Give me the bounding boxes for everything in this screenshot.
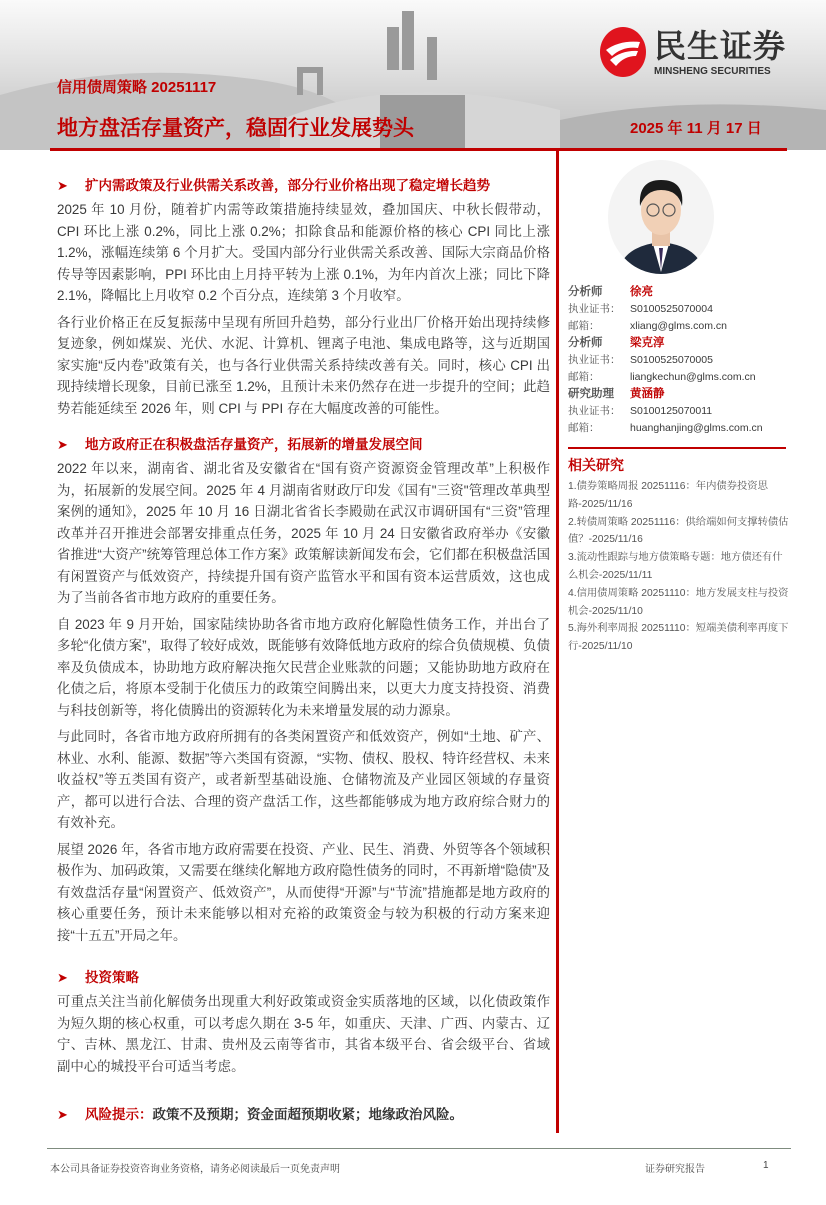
- analyst-photo: [608, 160, 714, 274]
- cert-number: S0100525070004: [630, 303, 713, 315]
- logo-cn: 民生证券: [654, 27, 787, 64]
- header-banner: [0, 0, 826, 150]
- chevron-right-icon: ➤: [57, 437, 68, 452]
- related-item[interactable]: 2.转债周策略 20251116：供给端如何支撑转债估值？-2025/11/16: [568, 516, 789, 546]
- analyst-name: 梁克淳: [630, 337, 665, 349]
- analyst-name: 徐亮: [630, 286, 653, 298]
- related-item[interactable]: 3.流动性跟踪与地方债策略专题：地方债还有什么机会-2025/11/11: [568, 552, 783, 581]
- section-strategy: [57, 968, 550, 1077]
- chevron-right-icon: ➤: [57, 1107, 68, 1122]
- related-item[interactable]: 5.海外利率周报 20251110：短端美债利率再度下行-2025/11/10: [568, 623, 789, 653]
- section-heading: 扩内需政策及行业供需关系改善，部分行业价格出现了稳定增长趋势: [85, 178, 490, 193]
- section-heading: 地方政府正在积极盘活存量资产，拓展新的增量发展空间: [85, 437, 423, 452]
- related-item[interactable]: 1.债券策略周报 20251116：年内债券投资思路-2025/11/16: [568, 481, 768, 510]
- analyst-role: 研究助理: [568, 388, 614, 400]
- analyst-role: 分析师: [568, 286, 603, 298]
- footer-report-type: 证券研究报告: [645, 1164, 705, 1175]
- page-number: 1: [763, 1160, 769, 1171]
- risk-label: 风险提示：: [85, 1107, 153, 1122]
- related-title: 相关研究: [568, 457, 624, 473]
- risk-warning: [57, 1105, 550, 1124]
- section-heading: 投资策略: [85, 970, 139, 985]
- related-divider: [568, 447, 786, 449]
- paragraph: 与此同时，各省市地方政府所拥有的各类闲置资产和低效资产，例如“土地、矿产、林业、水利、能源、数据”等六类国有资源，“实物、债权、股权、特许经营权、未来收益权”等五类国有资产，或者新型基础设施、仓储物流及产业园区领域的存量资产，都可以进行合法、合理的资产盘活工作，这些都能够成为地方政府综合财力的有效补充。: [57, 729, 550, 830]
- analyst-item: [568, 386, 790, 437]
- report-title: 地方盘活存量资产，稳固行业发展势头: [57, 117, 414, 140]
- email-link[interactable]: xliang@glms.com.cn: [630, 320, 728, 332]
- sidebar: [568, 160, 790, 656]
- analyst-name: 黄涵静: [630, 388, 665, 400]
- report-series: 信用债周策略 20251117: [57, 79, 217, 96]
- paragraph: 各行业价格正在反复振荡中呈现有所回升趋势，部分行业出厂价格开始出现持续修复迹象，例如煤炭、光伏、水泥、计算机、锂离子电池、集成电路等，这与近期国家实施“反内卷”政策有关，也与各行业供需关系持续改善有关。同时，核心 CPI 出现持续增长现象，目前已涨至 1.2%，且预计未来仍然存在进一步提升的空间；此趋势若能延续至 2026 年，则 CPI 与 PPI 存在大幅度改善的可能性。: [57, 314, 550, 416]
- paragraph: 2025 年 10 月份，随着扩内需等政策措施持续显效，叠加国庆、中秋长假带动，CPI 环比上涨 0.2%，同比上涨 0.2%；扣除食品和能源价格的核心 CPI 同比上涨 1.2%，涨幅连续第 6 个月扩大。受国内部分行业供需关系改善、国际大宗商品价格传导等因素影响，PPI 环比由上月持平转为上涨 0.1%，为年内首次上涨；同比下降 2.1%，降幅比上月收窄 0.2 个百分点，连续第 3 个月收窄。: [57, 202, 550, 303]
- email-label: 邮箱：: [568, 320, 600, 332]
- chevron-right-icon: ➤: [57, 178, 68, 193]
- email-link[interactable]: liangkechun@glms.com.cn: [630, 371, 756, 383]
- cert-number: S0100125070011: [630, 405, 713, 417]
- email-link[interactable]: huanghanjing@glms.com.cn: [630, 422, 763, 434]
- analyst-item: [568, 335, 790, 386]
- report-date: 2025 年 11 月 17 日: [630, 120, 762, 137]
- footer-divider: [47, 1148, 791, 1149]
- section-local-government: [57, 435, 550, 946]
- paragraph: 2022 年以来，湖南省、湖北省及安徽省在“国有资产资源资金管理改革”上积极作为，拓展新的发展空间。2025 年 4 月湖南省财政厅印发《国有"三资"管理改革典型案例的通知》，2025 年 10 月 16 日湖北省省长李殿勋在武汉市调研国有“三资”管理改革并召开推进会部署安排重点任务，2025 年 10 月 24 日安徽省政府举办《安徽省推进“大资产”统筹管理总体工作方案》政策解读新闻发布会，它们都在积极盘活国有闲置资产与低效资产，持续提升国有资产监管水平和国有资本运营质效，这也成为了当前各省市地方政府的重要任务。: [57, 461, 550, 605]
- logo-mark-icon: [598, 26, 648, 78]
- cert-label: 执业证书：: [568, 303, 621, 315]
- header-divider: [50, 148, 787, 151]
- analyst-item: [568, 284, 790, 335]
- section-prices: [57, 176, 550, 419]
- chevron-right-icon: ➤: [57, 970, 68, 985]
- column-divider: [556, 151, 559, 1133]
- cert-label: 执业证书：: [568, 405, 621, 417]
- email-label: 邮箱：: [568, 371, 600, 383]
- email-label: 邮箱：: [568, 422, 600, 434]
- paragraph: 展望 2026 年，各省市地方政府需要在投资、产业、民生、消费、外贸等各个领域积极作为、加码政策，又需要在继续化解地方政府隐性债务的同时，不再新增“隐债”及有效盘活存量“闲置资产、低效资产”，从而使得“开源”与“节流”措施都是地方政府的核心重要任务，预计未来能够以相对充裕的政策资金与较为积极的行动方案来迎接“十五五”开局之年。: [57, 841, 550, 943]
- minsheng-logo: [598, 26, 786, 78]
- analyst-list: [568, 284, 790, 437]
- cert-number: S0100525070005: [630, 354, 713, 366]
- cert-label: 执业证书：: [568, 354, 621, 366]
- related-item[interactable]: 4.信用债周策略 20251110：地方发展支柱与投资机会-2025/11/10: [568, 587, 789, 617]
- footer-disclaimer: 本公司具备证券投资咨询业务资格，请务必阅读最后一页免责声明: [50, 1164, 340, 1175]
- logo-en: MINSHENG SECURITIES: [654, 65, 771, 77]
- analyst-role: 分析师: [568, 337, 603, 349]
- paragraph: 可重点关注当前化解债务出现重大利好政策或资金实质落地的区域，以化债政策作为短久期的核心权重，可以考虑久期在 3-5 年，如重庆、天津、广西、内蒙古、辽宁、吉林、黑龙江、甘肃、贵州及云南等省市，其省本级平台、省会级平台、省域副中心的城投平台可适当考虑。: [57, 994, 550, 1074]
- main-content: [57, 176, 550, 1128]
- paragraph: 自 2023 年 9 月开始，国家陆续协助各省市地方政府化解隐性债务工作，并出台了多轮“化债方案”，取得了较好成效，既能够有效降低地方政府的综合负债规模、负债率及负债成本，协助地方政府解决拖欠民营企业账款的问题；又能协助地方政府在化债之后，将原本受制于化债压力的政策空间腾出来，以更大力度支持投资、消费与科技创新等，将化债腾出的资源转化为未来增量发展的动力源泉。: [57, 616, 550, 718]
- risk-text: 政策不及预期；资金面超预期收紧；地缘政治风险。: [152, 1107, 463, 1122]
